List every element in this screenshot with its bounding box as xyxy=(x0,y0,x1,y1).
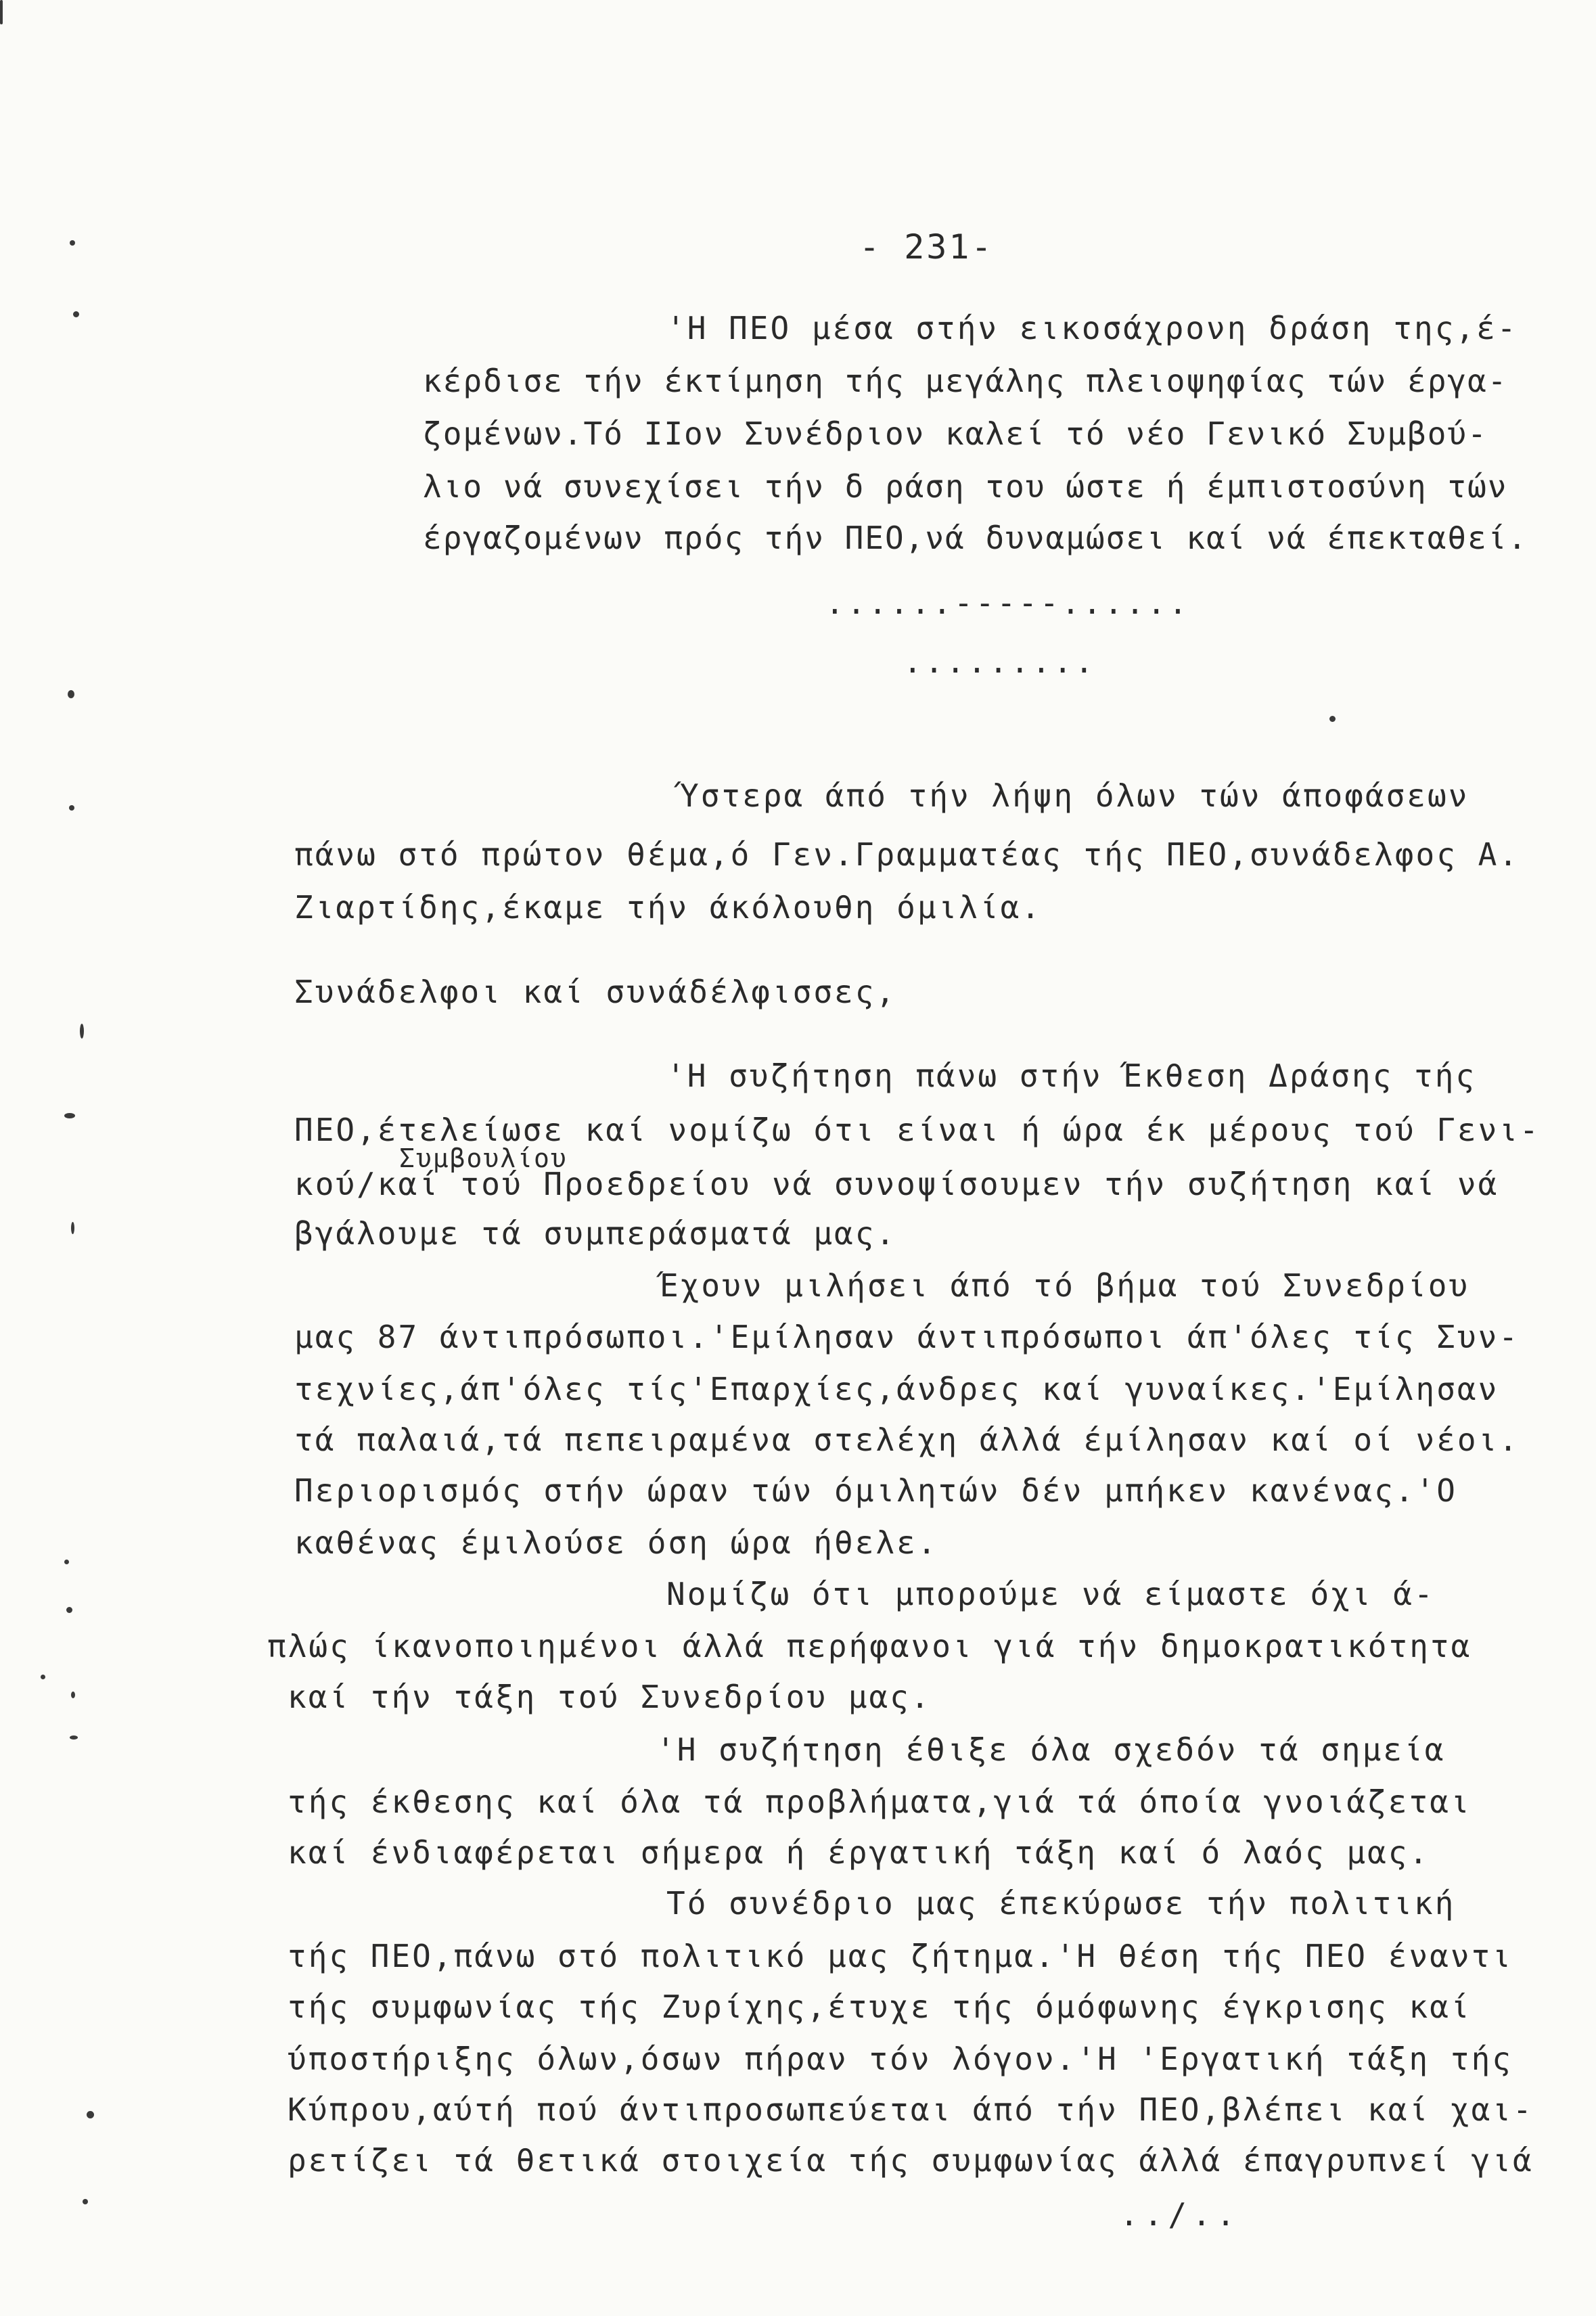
scan-speck xyxy=(87,2111,94,2118)
scan-speck xyxy=(71,1691,75,1698)
scan-speck xyxy=(66,1607,72,1613)
separator-dashes: ......-----...... xyxy=(825,585,1190,621)
body-line-22: τής ΠΕΟ,πάνω στό πολιτικό μας ζήτημα.'Η θέση τής ΠΕΟ έναντι xyxy=(288,1938,1513,1974)
body-line-13: Περιορισμός στήν ώραν τών όμιλητών δέν μπήκεν κανένας.'Ο xyxy=(294,1472,1457,1509)
scan-speck xyxy=(83,2199,88,2204)
scan-speck xyxy=(0,0,3,24)
scan-speck xyxy=(68,690,74,698)
body-line-5: 'Η συζήτηση πάνω στήν Έκθεση Δράσης τής xyxy=(666,1058,1477,1094)
scan-speck xyxy=(70,1735,78,1740)
intro-line-1: 'Η ΠΕΟ μέσα στήν εικοσάχρονη δράση της,έ- xyxy=(666,310,1518,346)
body-line-1: Ύστερα άπό τήν λήψη όλων τών άποφάσεων xyxy=(680,777,1469,814)
body-line-12: τά παλαιά,τά πεπειραμένα στελέχη άλλά έμίλησαν καί οί νέοι. xyxy=(294,1422,1520,1458)
intro-line-3: ζομένων.Τό IIον Συνέδριον καλεί τό νέο Γενικό Συμβού- xyxy=(423,415,1488,452)
scan-speck xyxy=(69,805,74,811)
body-line-3: Ζιαρτίδης,έκαμε τήν άκόλουθη όμιλία. xyxy=(294,889,1042,926)
page-number: - 231- xyxy=(859,227,994,267)
body-line-19: τής έκθεσης καί όλα τά προβλήματα,γιά τά όποία γνοιάζεται xyxy=(288,1784,1472,1820)
body-line-9: Έχουν μιλήσει άπό τό βήμα τού Συνεδρίου xyxy=(660,1267,1470,1304)
body-line-24: ύποστήριξης όλων,όσων πήραν τόν λόγον.'Η 'Εργατική τάξη τής xyxy=(288,2041,1513,2077)
intro-line-5: έργαζομένων πρός τήν ΠΕΟ,νά δυναμώσει καί νά έπεκταθεί. xyxy=(423,520,1528,556)
continuation-mark: ../.. xyxy=(1120,2196,1241,2233)
intro-line-4: λιο νά συνεχίσει τήν δ ράση του ώστε ή έμπιστοσύνη τών xyxy=(423,468,1508,505)
body-line-26: ρετίζει τά θετικά στοιχεία τής συμφωνίας άλλά έπαγρυπνεί γιά xyxy=(288,2142,1534,2179)
intro-line-2: κέρδισε τήν έκτίμηση τής μεγάλης πλειοψηφίας τών έργα- xyxy=(423,363,1508,399)
body-line-6: ΠΕΟ,έτελείωσε καί νομίζω ότι είναι ή ώρα έκ μέρους τού Γενι- xyxy=(294,1112,1541,1148)
body-line-2: πάνω στό πρώτον θέμα,ό Γεν.Γραμματέας τής ΠΕΟ,συνάδελφος Α. xyxy=(294,836,1520,873)
scan-speck xyxy=(64,1560,69,1564)
body-line-21: Τό συνέδριο μας έπεκύρωσε τήν πολιτική xyxy=(666,1885,1456,1922)
body-line-25: Κύπρου,αύτή πού άντιπροσωπεύεται άπό τήν ΠΕΟ,βλέπει καί χαι- xyxy=(288,2091,1534,2128)
body-line-8: βγάλουμε τά συμπεράσματά μας. xyxy=(294,1215,897,1252)
body-line-23: τής συμφωνίας τής Ζυρίχης,έτυχε τής όμόφωνης έγκρισης καί xyxy=(288,1989,1472,2025)
body-line-18: 'Η συζήτηση έθιξε όλα σχεδόν τά σημεία xyxy=(656,1731,1446,1768)
body-line-16: πλώς ίκανοποιημένοι άλλά περήφανοι γιά τήν δημοκρατικότητα xyxy=(267,1628,1472,1664)
body-line-14: καθένας έμιλούσε όση ώρα ήθελε. xyxy=(294,1524,938,1561)
scan-speck xyxy=(1329,716,1336,722)
scan-speck xyxy=(64,1113,75,1118)
scan-speck xyxy=(80,1024,84,1039)
body-line-17: καί τήν τάξη τού Συνεδρίου μας. xyxy=(288,1679,932,1715)
body-line-11: τεχνίες,άπ'όλες τίς'Επαρχίες,άνδρες καί γυναίκες.'Εμίλησαν xyxy=(294,1371,1499,1407)
scan-speck xyxy=(73,311,79,317)
body-line-20: καί ένδιαφέρεται σήμερα ή έργατική τάξη καί ό λαός μας. xyxy=(288,1834,1430,1871)
interlinear-insert: Συμβουλίου xyxy=(399,1143,568,1173)
body-line-7: κού/καί τού Προεδρείου νά συνοψίσουμεν τήν συζήτηση καί νά xyxy=(294,1166,1499,1202)
scan-speck xyxy=(41,1675,45,1679)
body-line-15: Νομίζω ότι μπορούμε νά είμαστε όχι ά- xyxy=(666,1576,1435,1612)
scan-speck xyxy=(71,1222,74,1234)
body-line-4: Συνάδελφοι καί συνάδέλφισσες, xyxy=(294,974,897,1010)
separator-dots: ......... xyxy=(903,643,1097,680)
body-line-10: μας 87 άντιπρόσωποι.'Εμίλησαν άντιπρόσωποι άπ'όλες τίς Συν- xyxy=(294,1319,1520,1355)
scan-speck xyxy=(70,240,75,246)
